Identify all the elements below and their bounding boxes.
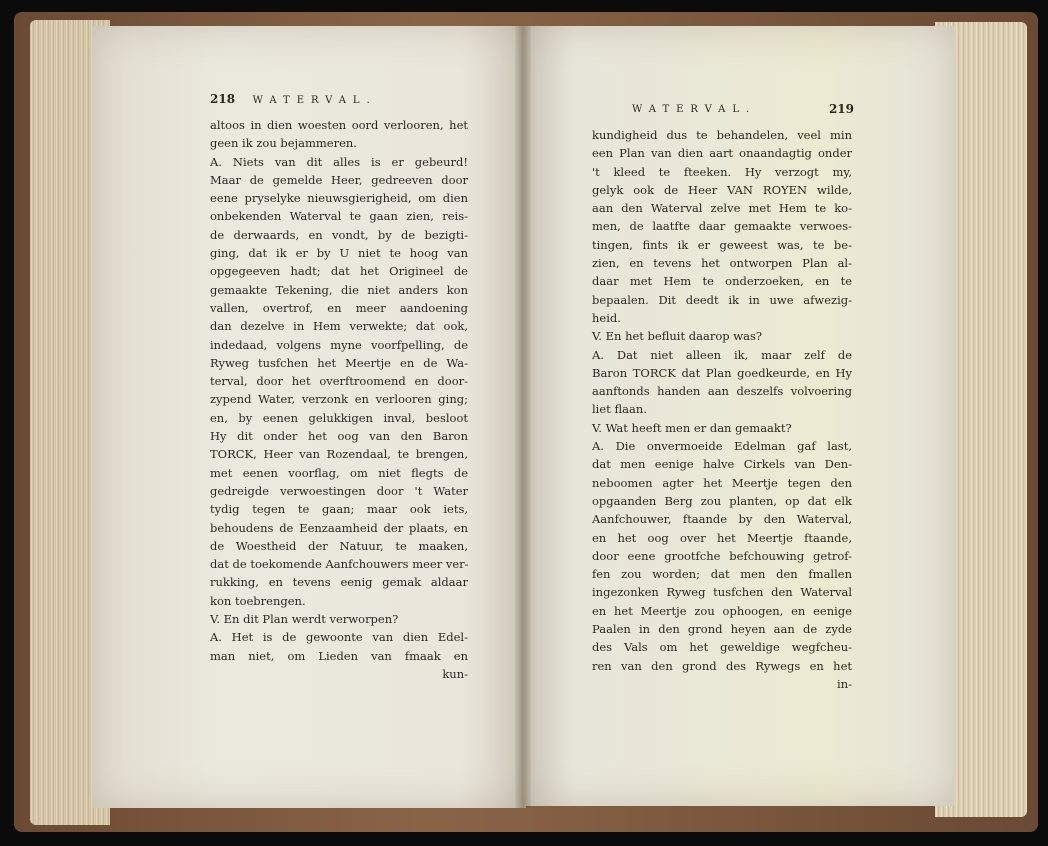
text-line: man niet, om Lieden van fmaak en xyxy=(210,648,468,663)
text-line: gelyk ook de Heer VAN ROYEN wilde, xyxy=(592,182,852,197)
text-line: altoos in dien woesten oord verlooren, het xyxy=(210,118,468,132)
text-line: ging, dat ik er by U niet te hoog van xyxy=(210,246,468,261)
text-line: Maar de gemelde Heer, gedreeven door xyxy=(210,172,468,187)
text-line: ingezonken Ryweg tusfchen den Waterval xyxy=(592,585,852,600)
text-line: kun- xyxy=(442,666,468,681)
text-line: aanftonds handen aan deszelfs volvoering xyxy=(592,384,852,399)
text-line: dat de toekomende Aanfchouwers meer ver- xyxy=(210,557,469,572)
text-line: des Vals om het geweldige wegfcheu- xyxy=(592,640,852,655)
text-line: opgegeeven hadt; dat het Origineel de xyxy=(210,264,468,279)
text-line: aan den Waterval zelve met Hem te ko- xyxy=(592,201,852,216)
text-line: men, de laatfte daar gemaakte verwoes- xyxy=(592,219,852,234)
text-line: zypend Water, verzonk en verlooren ging; xyxy=(210,392,468,407)
text-line: en het oog over het Meertje ftaande, xyxy=(592,530,852,545)
text-line: met eenen voorflag, om niet flegts de xyxy=(210,465,468,480)
left-page-number: 218 xyxy=(210,92,236,106)
right-page-header xyxy=(632,102,854,115)
text-line: en het Meertje zou ophoogen, en eenige xyxy=(592,603,852,618)
text-line: fen zou worden; dat men den fmallen xyxy=(592,567,852,582)
text-line: de derwaards, en vondt, by de bezigti- xyxy=(210,227,468,242)
text-line: onbekenden Waterval te gaan zien, reis- xyxy=(210,209,468,224)
text-line: Ryweg tusfchen het Meertje en de Wa- xyxy=(210,355,468,370)
text-line: door eene grootfche befchouwing getrof- xyxy=(592,548,852,563)
text-line: terval, door het overftroomend en door- xyxy=(210,374,468,389)
text-line: A. Het is de gewoonte van dien Edel- xyxy=(210,630,468,645)
text-line: een Plan van dien aart onaandagtig onder xyxy=(592,146,852,161)
text-line: rukking, en tevens eenig gemak aldaar xyxy=(210,575,468,590)
text-line: vallen, overtrof, en meer aandoening xyxy=(210,300,468,315)
text-line: en, by eenen gelukkigen inval, besloot xyxy=(210,410,468,425)
text-line: TORCK, Heer van Rozendaal, te brengen, xyxy=(210,447,468,462)
text-line: in- xyxy=(837,676,852,691)
text-line: V. En dit Plan werdt verworpen? xyxy=(210,612,399,627)
text-line: liet flaan. xyxy=(592,402,647,417)
text-line: bepaalen. Dit deedt ik in uwe afwezig- xyxy=(592,292,852,307)
left-page-header xyxy=(210,92,430,106)
text-line: A. Niets van dit alles is er gebeurd! xyxy=(210,154,468,169)
text-line: de Woestheid der Natuur, te maaken, xyxy=(210,538,468,553)
text-line: tydig tegen te gaan; maar ook iets, xyxy=(210,502,468,517)
text-line: Paalen in den grond heyen aan de zyde xyxy=(592,622,852,637)
left-page-text xyxy=(210,116,468,683)
text-line: neboomen agter het Meertje tegen den xyxy=(592,475,852,490)
text-line: zien, en tevens het ontworpen Plan al- xyxy=(592,256,852,271)
right-page-text xyxy=(592,126,852,693)
left-running-title: WATERVAL. xyxy=(252,95,377,106)
text-line: kundigheid dus te behandelen, veel min xyxy=(592,128,852,142)
right-running-title: WATERVAL. xyxy=(632,104,757,115)
text-line: A. Dat niet alleen ik, maar zelf de xyxy=(592,347,852,362)
text-line: tingen, fints ik er geweest was, te be- xyxy=(592,237,852,252)
text-line: dan dezelve in Hem verwekte; dat ook, xyxy=(210,319,468,334)
text-line: kon toebrengen. xyxy=(210,593,306,608)
text-line: geen ik zou bejammeren. xyxy=(210,136,357,151)
text-line: eene pryselyke nieuwsgierigheid, om dien xyxy=(210,191,468,206)
text-line: behoudens de Eenzaamheid der plaats, en xyxy=(210,520,468,535)
text-line: opgaanden Berg zou planten, op dat elk xyxy=(592,493,852,508)
book-gutter xyxy=(515,26,531,808)
right-page-number: 219 xyxy=(828,102,854,116)
text-line: 't kleed te fteeken. Hy verzogt my, xyxy=(592,164,852,179)
text-line: ren van den grond des Rywegs en het xyxy=(592,658,852,673)
text-line: Baron TORCK dat Plan goedkeurde, en Hy xyxy=(592,365,852,380)
text-line: indedaad, volgens myne voorfpelling, de xyxy=(210,337,468,352)
text-line: V. Wat heeft men er dan gemaakt? xyxy=(592,420,792,435)
text-line: gedreigde verwoestingen door 't Water xyxy=(210,483,468,498)
text-line: daar met Hem te onderzoeken, en te xyxy=(592,274,852,289)
text-line: heid. xyxy=(592,310,621,325)
text-line: A. Die onvermoeide Edelman gaf last, xyxy=(592,439,852,454)
text-line: V. En het befluit daarop was? xyxy=(592,329,763,344)
text-line: gemaakte Tekening, die niet anders kon xyxy=(210,282,468,297)
text-line: Aanfchouwer, ftaande by den Waterval, xyxy=(592,512,852,527)
text-line: dat men eenige halve Cirkels van Den- xyxy=(592,457,852,472)
text-line: Hy dit onder het oog van den Baron xyxy=(210,429,468,444)
